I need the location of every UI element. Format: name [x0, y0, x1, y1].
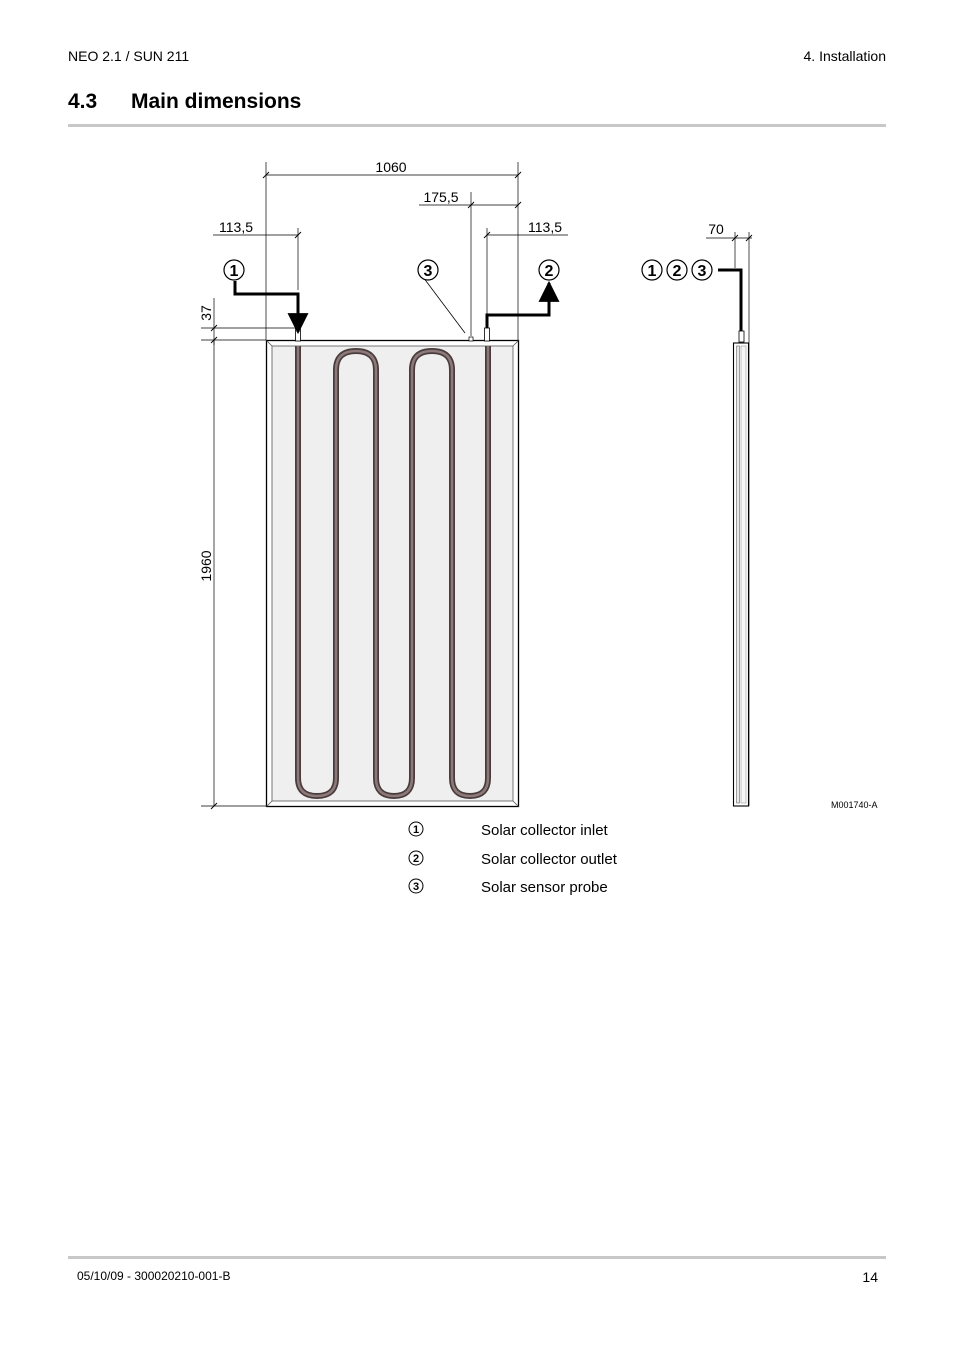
legend-key-outlet [408, 850, 424, 866]
dim-outlet-offset: 113,5 [528, 219, 562, 235]
figure-reference: M001740-A [831, 800, 878, 810]
legend-label-sensor: Solar sensor probe [481, 879, 608, 896]
section-heading [68, 90, 301, 114]
footer-divider [68, 1256, 886, 1259]
legend-key-sensor-label: 3 [412, 881, 420, 893]
marker-inlet [224, 260, 244, 280]
marker-outlet-label: 2 [544, 263, 554, 280]
legend-key-outlet-label: 2 [412, 852, 420, 865]
page-number: 14 [862, 1269, 878, 1285]
header-divider [68, 124, 886, 127]
marker-outlet [539, 260, 559, 280]
legend-key-inlet-label: 1 [412, 824, 420, 836]
marker-sensor-label: 3 [423, 263, 433, 280]
collector-side-view [718, 270, 749, 806]
collector-front-view [267, 341, 519, 807]
dim-sensor-offset: 175,5 [423, 189, 459, 205]
marker-group-side [642, 260, 712, 280]
outlet-connector [485, 328, 490, 341]
legend-label-inlet: Solar collector inlet [481, 822, 608, 839]
dim-depth: 70 [708, 221, 724, 237]
document-header-chapter: 4. Installation [803, 48, 886, 64]
sensor-pocket [469, 337, 473, 341]
legend-key-sensor [408, 878, 424, 894]
dim-connection-height: 37 [198, 305, 214, 321]
dimension-drawing [0, 140, 954, 830]
dim-overall-width: 1060 [375, 159, 407, 175]
marker-inlet-label: 1 [229, 263, 239, 280]
section-title: Main dimensions [131, 90, 302, 113]
side-marker-inlet-label: 1 [647, 263, 657, 280]
inlet-flow-arrow [235, 281, 298, 332]
document-header-title: NEO 2.1 / SUN 211 [68, 48, 190, 64]
legend-key-inlet [408, 821, 424, 837]
marker-sensor [418, 260, 438, 280]
dim-overall-height: 1960 [198, 550, 214, 582]
side-marker-sensor-label: 3 [697, 263, 707, 280]
footer-document-ref: 05/10/09 - 300020210-001-B [77, 1269, 231, 1283]
section-number: 4.3 [68, 90, 98, 113]
dim-inlet-offset: 113,5 [219, 219, 253, 235]
sensor-leader-line [423, 277, 465, 333]
side-marker-outlet-label: 2 [672, 263, 682, 280]
legend-label-outlet: Solar collector outlet [481, 850, 617, 868]
